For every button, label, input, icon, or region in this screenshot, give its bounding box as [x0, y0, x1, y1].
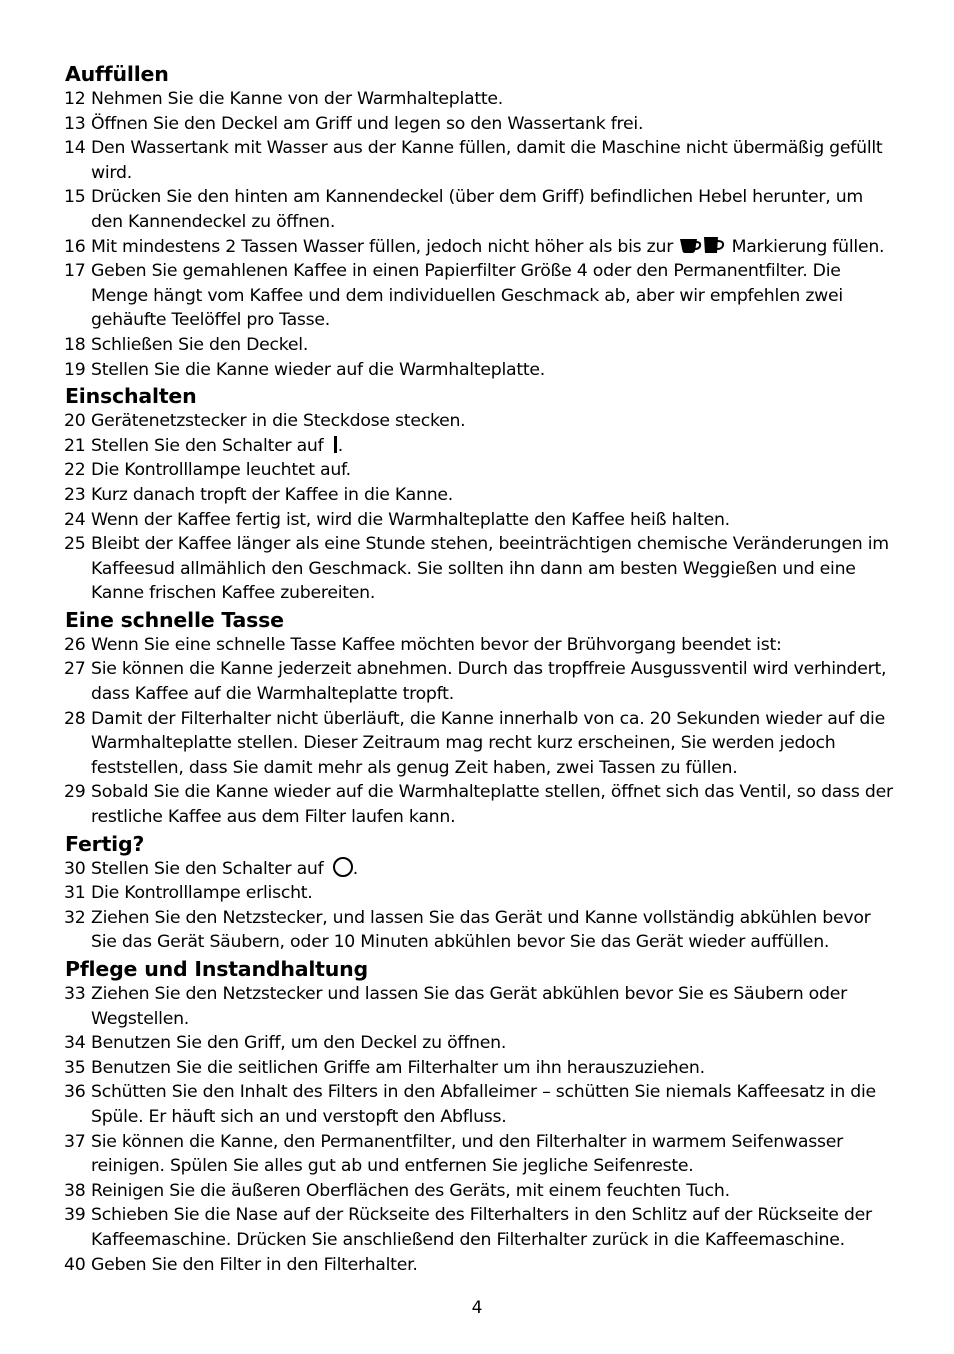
section: [64, 382, 894, 606]
step-text: Stellen Sie die Kanne wieder auf die Warmhalteplatte.: [91, 359, 546, 380]
step-text-after: .: [352, 858, 358, 879]
document-page: [64, 60, 894, 1277]
step-number: 32: [64, 907, 86, 928]
step-text: Schieben Sie die Nase auf der Rückseite des Filterhalters in den Schlitz auf der Rückseite der Kaffeemaschine. Drücken Sie anschließend den Filterhalter zurück in die Kaffeemaschine.: [91, 1205, 872, 1250]
section-heading: Einschalten: [65, 384, 197, 409]
step-number: 40: [64, 1254, 86, 1275]
list-item: [64, 906, 894, 955]
step-text: Ziehen Sie den Netzstecker, und lassen Sie das Gerät und Kanne vollständig abkühlen bevor Sie das Gerät Säubern, oder 10 Minuten abkühlen bevor Sie das Gerät wieder auffüllen.: [91, 907, 871, 953]
section: [64, 955, 894, 1277]
step-text: Stellen Sie den Schalter auf: [91, 435, 324, 456]
page-number: 4: [471, 1298, 483, 1318]
list-item: [64, 532, 894, 606]
step-text: Benutzen Sie die seitlichen Griffe am Filterhalter um ihn herauszuziehen.: [91, 1057, 705, 1078]
step-text-after: .: [337, 435, 343, 456]
step-number: 19: [64, 359, 86, 380]
list-item: [64, 333, 894, 358]
step-number: 18: [64, 334, 86, 355]
step-text: Schließen Sie den Deckel.: [91, 334, 309, 355]
step-number: 34: [64, 1033, 86, 1054]
step-text: Benutzen Sie den Griff, um den Deckel zu öffnen.: [91, 1033, 507, 1054]
list-item: [64, 780, 894, 829]
list-item: [64, 982, 894, 1031]
step-number: 13: [64, 113, 86, 134]
section-heading: Eine schnelle Tasse: [65, 607, 284, 632]
step-text: Nehmen Sie die Kanne von der Warmhalteplatte.: [91, 89, 504, 109]
step-text: Wenn der Kaffee fertig ist, wird die Warmhalteplatte den Kaffee heiß halten.: [91, 509, 730, 530]
step-text: Geben Sie gemahlenen Kaffee in einen Papierfilter Größe 4 oder den Permanentfilter. Die Menge hängt vom Kaffee und dem individuellen Geschmack ab, aber wir empfehlen zwei gehäufte Teelöffel pro Tasse.: [91, 261, 843, 331]
list-item: [64, 434, 894, 459]
list-item: [64, 1080, 894, 1129]
step-number: 36: [64, 1082, 86, 1103]
list-item: [64, 1056, 894, 1081]
step-number: 21: [64, 435, 86, 456]
step-text: Die Kontrolllampe leuchtet auf.: [91, 460, 351, 481]
step-number: 17: [64, 261, 86, 282]
step-number: 26: [64, 634, 86, 655]
cup-mug-icon: [679, 236, 725, 254]
list-item: [64, 185, 894, 234]
list-item: [64, 112, 894, 137]
section-heading: Auffüllen: [65, 62, 169, 86]
step-text: Reinigen Sie die äußeren Oberflächen des Geräts, mit einem feuchten Tuch.: [91, 1180, 730, 1201]
step-number: 38: [64, 1180, 86, 1201]
step-text: Sie können die Kanne, den Permanentfilter, und den Filterhalter in warmem Seifenwasser reinigen. Spülen Sie alles gut ab und entfernen Sie jegliche Seifenreste.: [91, 1131, 843, 1177]
section: [64, 60, 894, 382]
list-item: [64, 881, 894, 906]
step-text: Stellen Sie den Schalter auf: [91, 858, 324, 879]
step-text: Öffnen Sie den Deckel am Griff und legen so den Wassertank frei.: [91, 113, 644, 134]
step-number: 20: [64, 411, 86, 432]
section: [64, 606, 894, 830]
step-text: Damit der Filterhalter nicht überläuft, die Kanne innerhalb von ca. 20 Sekunden wieder auf die Warmhalteplatte stellen. Dieser Zeitraum mag recht kurz erscheinen, Sie werden jedoch feststellen, dass Sie damit mehr als genug Zeit haben, zwei Tassen zu füllen.: [91, 708, 885, 778]
list-item: [64, 1031, 894, 1056]
list-item: [64, 458, 894, 483]
list-item: [64, 136, 894, 185]
list-item: [64, 1130, 894, 1179]
step-number: 35: [64, 1057, 86, 1078]
list-item: [64, 633, 894, 658]
step-text: Wenn Sie eine schnelle Tasse Kaffee möchten bevor der Brühvorgang beendet ist:: [91, 634, 782, 655]
step-number: 31: [64, 883, 86, 904]
list-item: [64, 483, 894, 508]
section-heading: Pflege und Instandhaltung: [65, 957, 369, 981]
section: [64, 830, 894, 955]
step-text: Sie können die Kanne jederzeit abnehmen. Durch das tropffreie Ausgussventil wird verhindert, dass Kaffee auf die Warmhalteplatte tropft.: [91, 659, 887, 705]
switch-on-icon: [334, 436, 337, 453]
step-number: 12: [64, 89, 86, 109]
list-item: [64, 87, 894, 112]
step-number: 25: [64, 534, 86, 555]
section-heading: Fertig?: [65, 831, 145, 856]
list-item: [64, 707, 894, 781]
list-item: [64, 358, 894, 383]
list-item: [64, 1253, 894, 1278]
step-number: 15: [64, 187, 86, 208]
step-number: 16: [64, 236, 86, 257]
step-number: 14: [64, 138, 86, 159]
list-item: [64, 1179, 894, 1204]
step-text: Bleibt der Kaffee länger als eine Stunde stehen, beeinträchtigen chemische Veränderungen im Kaffeesud allmählich den Geschmack. Sie sollten ihn dann am besten Weggießen und eine Kanne frischen Kaffee zubereiten.: [91, 534, 889, 604]
list-item: [64, 1203, 894, 1252]
list-item: [64, 857, 894, 882]
step-text: Geben Sie den Filter in den Filterhalter.: [91, 1254, 418, 1275]
step-text: Ziehen Sie den Netzstecker und lassen Sie das Gerät abkühlen bevor Sie es Säubern oder Wegstellen.: [91, 984, 847, 1029]
step-number: 23: [64, 484, 86, 505]
list-item: [64, 409, 894, 434]
list-item: [64, 508, 894, 533]
list-item: [64, 235, 894, 260]
step-number: 29: [64, 782, 86, 803]
step-text-after: Markierung füllen.: [731, 236, 885, 257]
list-item: [64, 657, 894, 706]
list-item: [64, 259, 894, 333]
step-text: Den Wassertank mit Wasser aus der Kanne füllen, damit die Maschine nicht übermäßig gefüllt wird.: [91, 138, 883, 183]
step-text: Sobald Sie die Kanne wieder auf die Warmhalteplatte stellen, öffnet sich das Ventil, so dass der restliche Kaffee aus dem Filter laufen kann.: [91, 782, 893, 828]
step-number: 24: [64, 509, 86, 530]
step-text: Mit mindestens 2 Tassen Wasser füllen, jedoch nicht höher als bis zur: [91, 236, 674, 257]
step-number: 22: [64, 460, 86, 481]
step-number: 27: [64, 659, 86, 680]
step-text: Drücken Sie den hinten am Kannendeckel (über dem Griff) befindlichen Hebel herunter, um den Kannendeckel zu öffnen.: [91, 187, 864, 232]
step-number: 30: [64, 858, 86, 879]
step-number: 39: [64, 1205, 86, 1226]
step-number: 37: [64, 1131, 86, 1152]
switch-off-icon: [333, 857, 353, 877]
step-text: Gerätenetzstecker in die Steckdose stecken.: [91, 411, 466, 432]
step-number: 33: [64, 984, 86, 1004]
step-text: Die Kontrolllampe erlischt.: [91, 883, 313, 904]
step-text: Schütten Sie den Inhalt des Filters in den Abfalleimer – schütten Sie niemals Kaffeesatz in die Spüle. Er häuft sich an und verstopft den Abfluss.: [91, 1082, 876, 1127]
step-number: 28: [64, 708, 86, 729]
step-text: Kurz danach tropft der Kaffee in die Kanne.: [91, 484, 454, 505]
